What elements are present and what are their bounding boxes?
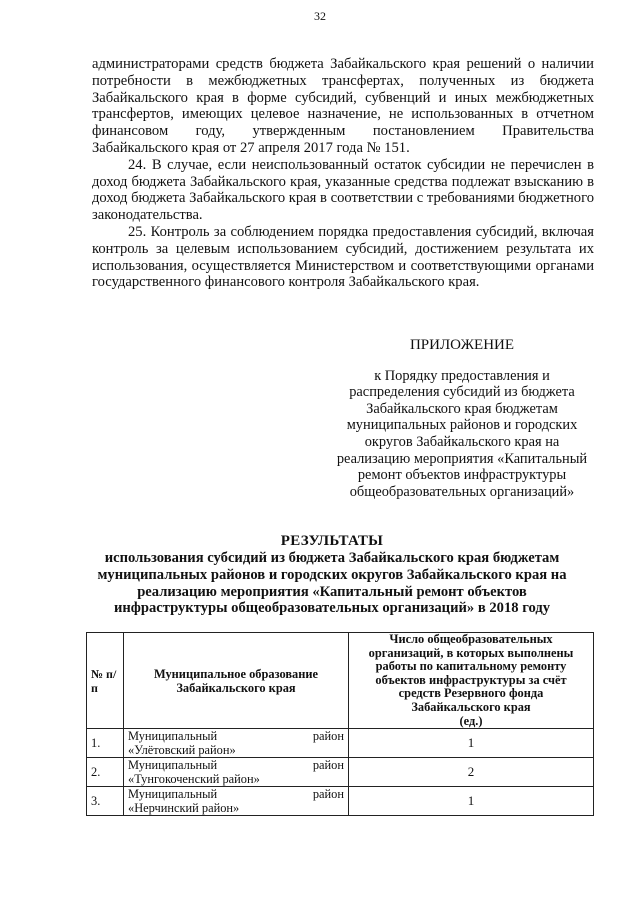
row-kind: район xyxy=(312,758,344,773)
header-count-text: Число общеобразовательных организаций, в которых выполнены работы по капитальному ремонту объектов инфраструктуры за счёт средств Резервного фонда Забайкальского края xyxy=(368,632,574,714)
row-type: Муниципальный xyxy=(128,729,218,744)
table-header-row xyxy=(87,633,594,729)
row-kind: район xyxy=(312,787,344,802)
table-row xyxy=(87,758,594,787)
row-municipality xyxy=(124,787,349,816)
row-name: «Тунгокоченский район» xyxy=(128,772,260,787)
row-num: 2. xyxy=(87,758,124,787)
results-title: РЕЗУЛЬТАТЫ xyxy=(280,533,384,549)
header-count-unit: (ед.) xyxy=(459,713,483,728)
page-number: 32 xyxy=(314,9,326,23)
body-text xyxy=(92,56,594,291)
row-count: 1 xyxy=(349,787,594,816)
row-municipality xyxy=(124,758,349,787)
paragraph-24: 24. В случае, если неиспользованный остаток субсидии не перечислен в доход бюджета Забайкальского края, указанные средства подлежат взысканию в доход бюджета Забайкальского края в соответствии с требованиями бюджетного законодательства. xyxy=(92,156,594,224)
header-municipality: Муниципальное образование Забайкальского края xyxy=(124,633,349,729)
header-count xyxy=(349,633,594,729)
appendix-block xyxy=(330,337,594,500)
table-row xyxy=(87,787,594,816)
header-num: № п/п xyxy=(87,633,124,729)
results-subtitle: использования субсидий из бюджета Забайкальского края бюджетам муниципальных районов и городских округов Забайкальского края на реализацию мероприятия «Капитальный ремонт объектов инфраструктуры общеобразовательных организаций» в 2018 году xyxy=(97,550,567,617)
paragraph-25: 25. Контроль за соблюдением порядка предоставления субсидий, включая контроль за целевым использованием субсидий, достижением результата их использования, осуществляется Министерством и соответствующими органами государственного финансового контроля Забайкальского края. xyxy=(92,223,594,291)
row-count: 2 xyxy=(349,758,594,787)
row-municipality xyxy=(124,729,349,758)
row-num: 3. xyxy=(87,787,124,816)
appendix-text: к Порядку предоставления и распределения субсидий из бюджета Забайкальского края бюджетам муниципальных районов и городских округов Забайкальского края на реализацию мероприятия «Капитальный ремонт объектов инфраструктуры общеобразовательных организаций» xyxy=(336,367,588,500)
row-name: «Нерчинский район» xyxy=(128,801,240,816)
row-num: 1. xyxy=(87,729,124,758)
results-table xyxy=(86,632,594,816)
table-row xyxy=(87,729,594,758)
appendix-title: ПРИЛОЖЕНИЕ xyxy=(409,337,515,353)
row-type: Муниципальный xyxy=(128,758,218,773)
row-type: Муниципальный xyxy=(128,787,218,802)
row-count: 1 xyxy=(349,729,594,758)
row-name: «Улётовский район» xyxy=(128,743,236,758)
paragraph-continuation: администраторами средств бюджета Забайкальского края решений о наличии потребности в межбюджетных трансфертах, полученных из бюджета Забайкальского края в форме субсидий, субвенций и иных межбюджетных трансфертов, имеющих целевое назначение, не использованных в отчетном финансовом году, утвержденным постановлением Правительства Забайкальского края от 27 апреля 2017 года № 151. xyxy=(92,56,594,156)
row-kind: район xyxy=(312,729,344,744)
